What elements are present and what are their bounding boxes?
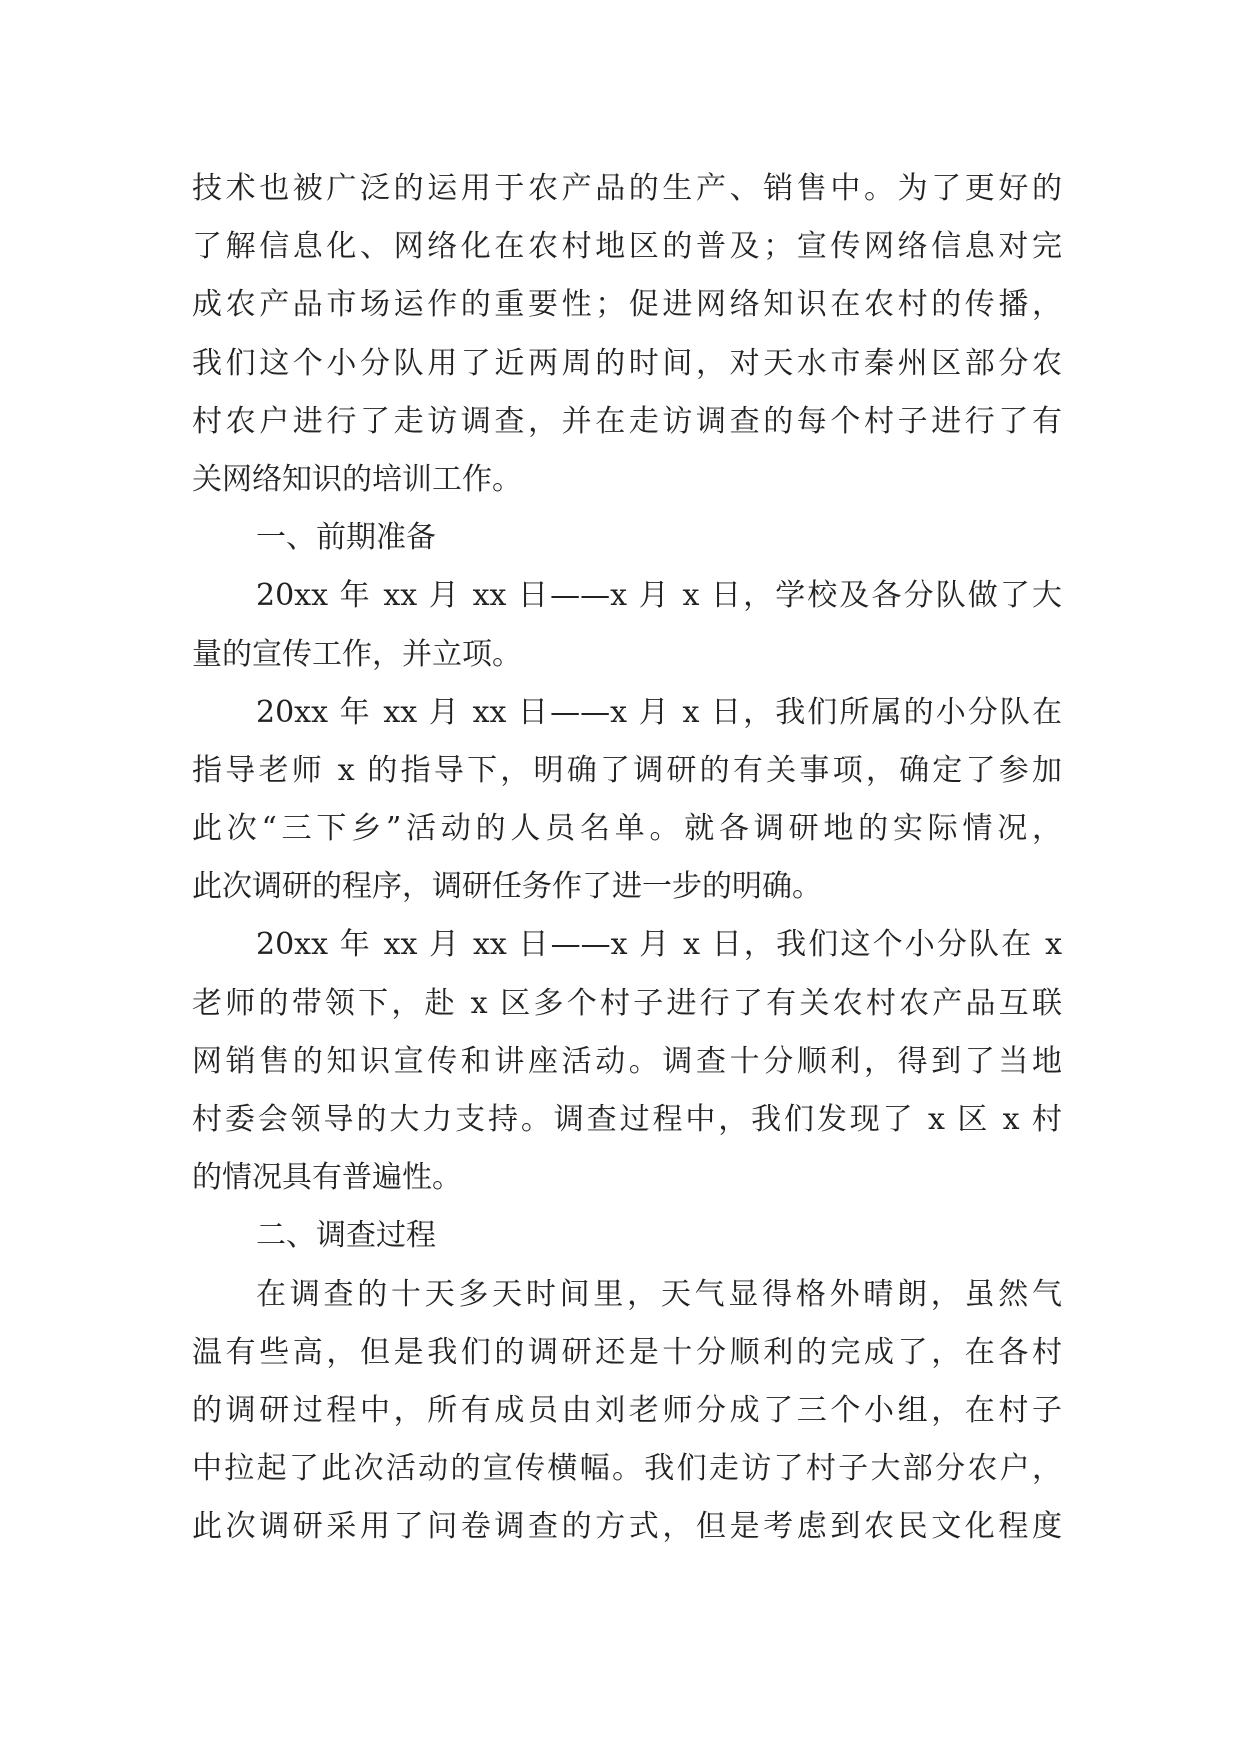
text-line: 一、前期准备	[256, 520, 436, 556]
text-line: 我们这个小分队用了近两周的时间，对天水市秦州区部分农	[192, 345, 1062, 381]
text-line: 老师的带领下，赴 x 区多个村子进行了有关农村农产品互联	[192, 985, 1062, 1021]
text-line: 关网络知识的培训工作。	[192, 461, 522, 497]
text-line: 20xx 年 xx 月 xx 日——x 月 x 日，我们这个小分队在 x	[256, 927, 1062, 963]
text-line: 的情况具有普遍性。	[192, 1160, 462, 1196]
text-line: 20xx 年 xx 月 xx 日——x 月 x 日，我们所属的小分队在	[256, 694, 1062, 730]
text-line: 在调查的十天多天时间里，天气显得格外晴朗，虽然气	[256, 1276, 1062, 1312]
text-line: 此次调研的程序，调研任务作了进一步的明确。	[192, 869, 822, 905]
text-line: 量的宣传工作，并立项。	[192, 636, 522, 672]
text-line: 此次“三下乡”活动的人员名单。就各调研地的实际情况，	[192, 811, 1062, 847]
text-line: 了解信息化、网络化在农村地区的普及；宣传网络信息对完	[192, 229, 1062, 265]
text-line: 此次调研采用了问卷调查的方式，但是考虑到农民文化程度	[192, 1509, 1062, 1545]
text-line: 的调研过程中，所有成员由刘老师分成了三个小组，在村子	[192, 1392, 1062, 1428]
text-line: 技术也被广泛的运用于农产品的生产、销售中。为了更好的	[192, 171, 1062, 206]
text-line: 20xx 年 xx 月 xx 日——x 月 x 日，学校及各分队做了大	[256, 578, 1062, 614]
text-line: 网销售的知识宣传和讲座活动。调查十分顺利，得到了当地	[192, 1043, 1062, 1079]
document-body	[192, 160, 1062, 1557]
text-line: 村委会领导的大力支持。调查过程中，我们发现了 x 区 x 村	[192, 1102, 1062, 1137]
text-line: 村农户进行了走访调查，并在走访调查的每个村子进行了有	[192, 403, 1062, 439]
text-line: 成农产品市场运作的重要性；促进网络知识在农村的传播，	[192, 287, 1062, 323]
text-line: 温有些高，但是我们的调研还是十分顺利的完成了，在各村	[192, 1334, 1062, 1370]
text-line: 二、调查过程	[256, 1218, 436, 1254]
text-line: 中拉起了此次活动的宣传横幅。我们走访了村子大部分农户，	[192, 1451, 1062, 1487]
text-line: 指导老师 x 的指导下，明确了调研的有关事项，确定了参加	[192, 752, 1062, 788]
